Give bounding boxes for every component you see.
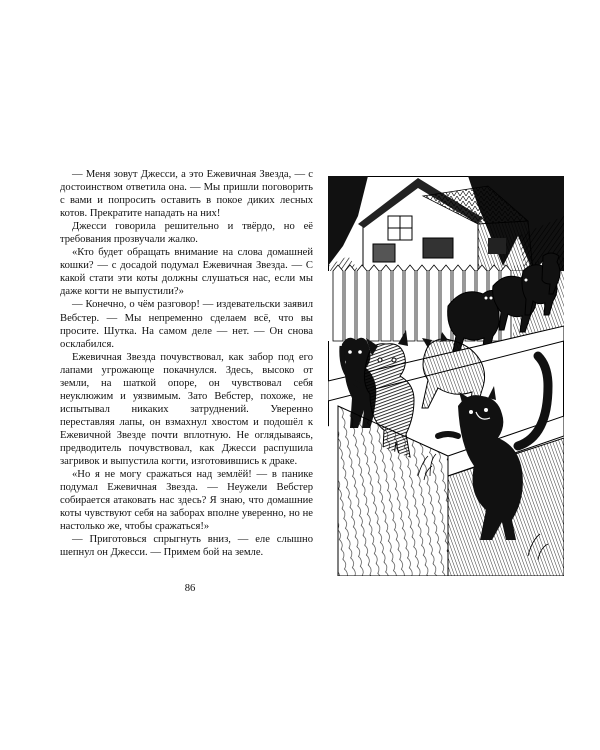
illustration-cats-on-fence xyxy=(328,176,564,576)
paragraph: Ежевичная Звезда почувствовал, как забор под его лапами угрожающе покачнулся. Здесь, высоко от земли, на шаткой опоре, он чувствовал себя неуклюжим и уязвимым. Зато Вебстер, похоже, не испытывал никаких затруднений. Уверенно переставляя лапы, он взмахнул хвостом и подошёл к Ежевичной Звезде почти вплотную. Не оглядываясь, предводитель почувствовал, как Джесси распушила загривок и выпустила когти, изготовившись к драке. xyxy=(60,351,313,468)
paragraph: — Конечно, о чём разговор! — издевательски заявил Вебстер. — Мы непременно сделаем всё, что вы просите. Шутка. На самом деле — нет. — Он снова осклабился. xyxy=(60,299,313,350)
paragraph: — Меня зовут Джесси, а это Ежевичная Звезда, — с достоинством ответила она. — Мы пришли поговорить с вами и попросить оставить в покое диких лесных котов. Прекратите нападать на них! xyxy=(60,169,313,220)
paragraph: — Приготовься спрыгнуть вниз, — еле слышно шепнул он Джесси. — Примем бой на земле. xyxy=(60,534,313,559)
page-number: 86 xyxy=(184,583,196,594)
paragraph: Джесси говорила решительно и твёрдо, но её требования прозвучали жалко. xyxy=(60,221,313,246)
paragraph: «Но я не могу сражаться над землёй! — в панике подумал Ежевичная Звезда. — Неужели Вебстер собирается атаковать нас здесь? Я знаю, что домашние коты чувствуют себя на заборах вполне уверенно, но не настолько же, чтобы сражаться!» xyxy=(60,469,313,533)
paragraph: «Кто будет обращать внимание на слова домашней кошки? — с досадой подумал Ежевичная Звезда. — С какой стати эти коты должны слушаться нас, если мы даже когти не выпустили?» xyxy=(60,247,313,298)
body-text xyxy=(60,168,313,559)
